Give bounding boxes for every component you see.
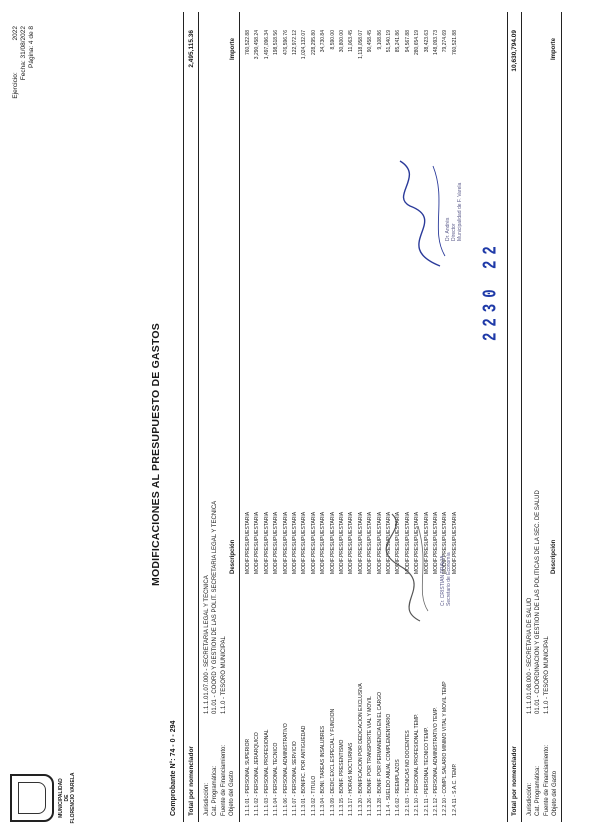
municipal-crest-icon xyxy=(10,774,54,822)
signature-left-text xyxy=(440,552,452,606)
table-row-obj: 1.1.4 - SUELDO ANUAL COMPLEMENTARIO xyxy=(386,713,392,816)
table-row-obj: 1.1.1.02 - PERSONAL JERARQUICO xyxy=(254,732,261,816)
signature-right-role: Director xyxy=(451,223,457,241)
fuente-value: 1.1.0 - TESORO MUNICIPAL xyxy=(543,636,550,714)
signature-left-role: Secretario de Economía xyxy=(446,552,452,606)
divider xyxy=(198,12,199,822)
table-row-obj: 1.1.1.04 - PERSONAL TECNICO xyxy=(273,742,280,816)
table-row-obj: 1.1.1.01 - PERSONAL SUPERIOR xyxy=(245,738,251,816)
table-row-desc: MODIF.PRESUPUESTARIA xyxy=(404,511,411,574)
table-row-amt: 34,730.84 xyxy=(320,30,327,53)
table-row-amt: 198,518.56 xyxy=(273,30,280,56)
table-row-obj: 1.1.1.07 - PERSONAL SERVICIO xyxy=(292,741,298,816)
table-row-amt: 1,024,132.07 xyxy=(301,30,308,60)
jurisdiccion-value: 1.1.1.01.08.000 - SECRETARIA DE SALUD xyxy=(527,597,533,714)
logo-line-1: MUNICIPALIDAD xyxy=(58,778,64,818)
table-row-obj: 1.1.3.02 - TITULO xyxy=(310,775,317,816)
table-row-desc: MODIF.PRESUPUESTARIA xyxy=(433,511,439,574)
section1-total-label: Total por nomenclador xyxy=(188,746,195,816)
table-row-amt: 228,295.80 xyxy=(310,30,317,56)
section1-header-labels xyxy=(203,745,236,816)
importe-header: Importe xyxy=(551,37,557,60)
table-row-obj: 1.1.3.01 - BONIFIC. POR ANTIGUEDAD xyxy=(301,725,308,816)
table-row-amt: 79,274.69 xyxy=(442,30,449,53)
table-row-amt: 1,497,096.34 xyxy=(263,30,270,60)
table-row-desc: MODIF.PRESUPUESTARIA xyxy=(254,511,261,574)
table-row-obj: 1.1.3.20 - BONIFICACION POR DEDICACION EXCLUSIVA xyxy=(357,683,364,816)
section2-header-values xyxy=(526,490,551,714)
jurisdiccion-label: Jurisdicción: xyxy=(527,782,533,816)
divider xyxy=(183,12,184,822)
table-row-obj: 1.2.4.11 - S.A.C. TEMP. xyxy=(451,763,458,816)
signature-right-name: Dr. Andrés xyxy=(445,217,451,241)
table-row-amt: 9,108.86 xyxy=(376,30,383,50)
table-row-desc: MODIF.PRESUPUESTARIA xyxy=(245,511,251,574)
table-row-desc: MODIF.PRESUPUESTARIA xyxy=(348,511,355,574)
cat-label: Cat. Programática: xyxy=(212,765,219,816)
fuente-value: 1.1.0 - TESORO MUNICIPAL xyxy=(220,636,227,714)
table-row-amt: 85,241.86 xyxy=(395,30,402,53)
table-row-obj: 1.2.1.10 - PERSONAL PROFESIONAL TEMP. xyxy=(414,713,421,816)
table-row-desc: MODIF.PRESUPUESTARIA xyxy=(423,511,430,574)
table-row-obj: 1.1.3.15 - BONIF. PRESENTISMO xyxy=(339,739,345,816)
table-row-obj: 1.1.3.17 - HORAS NOCTURNAS xyxy=(348,742,355,816)
signature-left-name: Cr. CRISTIAN PRAVIA xyxy=(440,555,446,606)
table-row-obj: 1.2.1.12 - PERSONAL ADMINISTRATIVO TEMP. xyxy=(433,707,439,816)
fuente-label: Fuente de Financiamiento: xyxy=(220,744,227,816)
signature-right-text xyxy=(445,183,463,241)
signature-left-icon xyxy=(380,506,440,626)
divider xyxy=(561,12,562,822)
jurisdiccion-label: Jurisdicción: xyxy=(204,782,210,816)
table-row-amt: 8,590.00 xyxy=(329,30,336,50)
logo-line-3: FLORENCIO VARELA xyxy=(70,772,76,824)
ejercicio-label: Ejercicio: xyxy=(12,72,19,99)
table-row-desc: MODIF.PRESUPUESTARIA xyxy=(395,511,402,574)
cat-label: Cat. Programática: xyxy=(535,765,542,816)
table-row-amt: 30,800.00 xyxy=(339,30,345,53)
section2-header-labels xyxy=(526,745,559,816)
desc-header: Descripción xyxy=(551,539,557,574)
table-row-obj: 1.1.3.26 - BONIF. POR TRANSPORTE VIAL Y MOVIL xyxy=(367,696,374,816)
table-row-amt: 760,522.88 xyxy=(245,30,251,56)
table-row-amt: 760,521.88 xyxy=(451,30,458,56)
divider xyxy=(507,12,508,822)
table-row-obj: 1.1.6.02 - REEMPLAZOS xyxy=(395,759,402,816)
desc-header: Descripción xyxy=(230,539,236,574)
table-row-desc: MODIF.PRESUPUESTARIA xyxy=(320,511,327,574)
table-row-desc: MODIF.PRESUPUESTARIA xyxy=(292,511,298,574)
table-row-obj: 1.2.1.03 - TECNICAS NO DOCENTES xyxy=(404,730,411,816)
table-row-obj: 1.1.3.04 - BONI. TAREAS INSALUBRES xyxy=(320,725,327,816)
stamp-number: 2230 22 xyxy=(480,240,503,341)
table-row-desc: MODIF.PRESUPUESTARIA xyxy=(367,511,374,574)
ejercicio-value: 2022 xyxy=(12,26,19,41)
table-row-desc: MODIF.PRESUPUESTARIA xyxy=(310,511,317,574)
page-title: MODIFICACIONES AL PRESUPUESTO DE GASTOS xyxy=(150,323,162,586)
fuente-label: Fuente de Financiamiento: xyxy=(543,744,550,816)
table-row-amt: 51,540.19 xyxy=(386,30,392,53)
table-row-desc: MODIF.PRESUPUESTARIA xyxy=(273,511,280,574)
section1-header-values xyxy=(203,501,228,714)
objeto-label: Objeto del Gasto xyxy=(551,770,558,816)
table-row-desc: MODIF.PRESUPUESTARIA xyxy=(282,511,289,574)
table-row-obj: 1.1.1.06 - PERSONAL ADMINISTRATIVO xyxy=(282,723,289,816)
document-meta xyxy=(12,26,36,136)
table-row-desc: MODIF.PRESUPUESTARIA xyxy=(376,511,383,574)
table-row-desc: MODIF.PRESUPUESTARIA xyxy=(451,511,458,574)
section2-total-value: 10,630,794.09 xyxy=(511,30,518,72)
comprobante: Comprobante N°: 74 - 0 - 294 xyxy=(170,720,177,816)
table-row-amt: 38,423.63 xyxy=(423,30,430,53)
table-row-obj: 1.1.3.28 - BONIF. POR PERMANENCIA EN EL CARGO xyxy=(376,691,383,816)
table-row-desc: MODIF.PRESUPUESTARIA xyxy=(442,511,449,574)
logo-caption xyxy=(58,768,76,828)
section2-total-label: Total por nomenclador xyxy=(511,746,518,816)
table-row-obj: 1.2.2.10 - COMPL.SALARIO MINIMO VITAL Y MOVIL TEMP xyxy=(442,681,449,816)
table-row-amt: 3,290,458.24 xyxy=(254,30,261,60)
pagina: Página: 4 de 8 xyxy=(28,26,35,68)
table-row-desc: MODIF.PRESUPUESTARIA xyxy=(329,511,336,574)
table-row-amt: 148,093.73 xyxy=(433,30,439,56)
table-row-amt: 94,567.88 xyxy=(404,30,411,53)
table-row-obj: 1.1.1.03 - PERSONAL PROFESIONAL xyxy=(263,729,270,816)
divider xyxy=(239,12,240,822)
table-row-amt: 1,118,058.07 xyxy=(357,30,364,59)
table-row-amt: 122,972.12 xyxy=(292,30,298,56)
importe-header: Importe xyxy=(230,37,236,60)
logo-line-2: DE xyxy=(64,794,70,802)
table-row-obj: 1.2.1.11 - PERSONAL TECNICO TEMP. xyxy=(423,727,430,816)
table-row-desc: MODIF.PRESUPUESTARIA xyxy=(414,511,421,574)
objeto-label: Objeto del Gasto xyxy=(228,770,235,816)
section1-total-value: 2,495,115.36 xyxy=(188,30,195,68)
table-row-desc: MODIF.PRESUPUESTARIA xyxy=(301,511,308,574)
cat-value: 01.01 - COORDINACION Y GESTION DE LAS POLITICAS DE LA SEC. DE SALUD xyxy=(535,490,542,714)
table-row-desc: MODIF.PRESUPUESTARIA xyxy=(357,511,364,574)
fecha: Fecha: 31/08/2022 xyxy=(20,26,27,81)
table-row-desc: MODIF.PRESUPUESTARIA xyxy=(386,511,392,574)
table-row-desc: MODIF.PRESUPUESTARIA xyxy=(339,511,345,574)
divider xyxy=(521,12,522,822)
table-row-desc: MODIF.PRESUPUESTARIA xyxy=(263,511,270,574)
signature-right-org: Municipalidad de F. Varela xyxy=(457,182,463,241)
jurisdiccion-value: 1.1.1.01.07.000 - SECRETARIA LEGAL Y TECNICA xyxy=(204,575,210,714)
table-row-obj: 1.1.3.09 - DEDIC.EXCL.ESPECIAL.Y FUNCION xyxy=(329,708,336,816)
table-row-amt: 11,063.45 xyxy=(348,30,355,52)
cat-value: 01.01 - COORD Y GESTION DE LAS POLIT. SECRETARIA LEGAL Y TECNICA xyxy=(212,500,219,714)
table-row-amt: 90,458.45 xyxy=(367,30,374,53)
table-row-amt: 280,654.19 xyxy=(414,30,421,56)
table-row-amt: 476,596.76 xyxy=(282,30,289,56)
